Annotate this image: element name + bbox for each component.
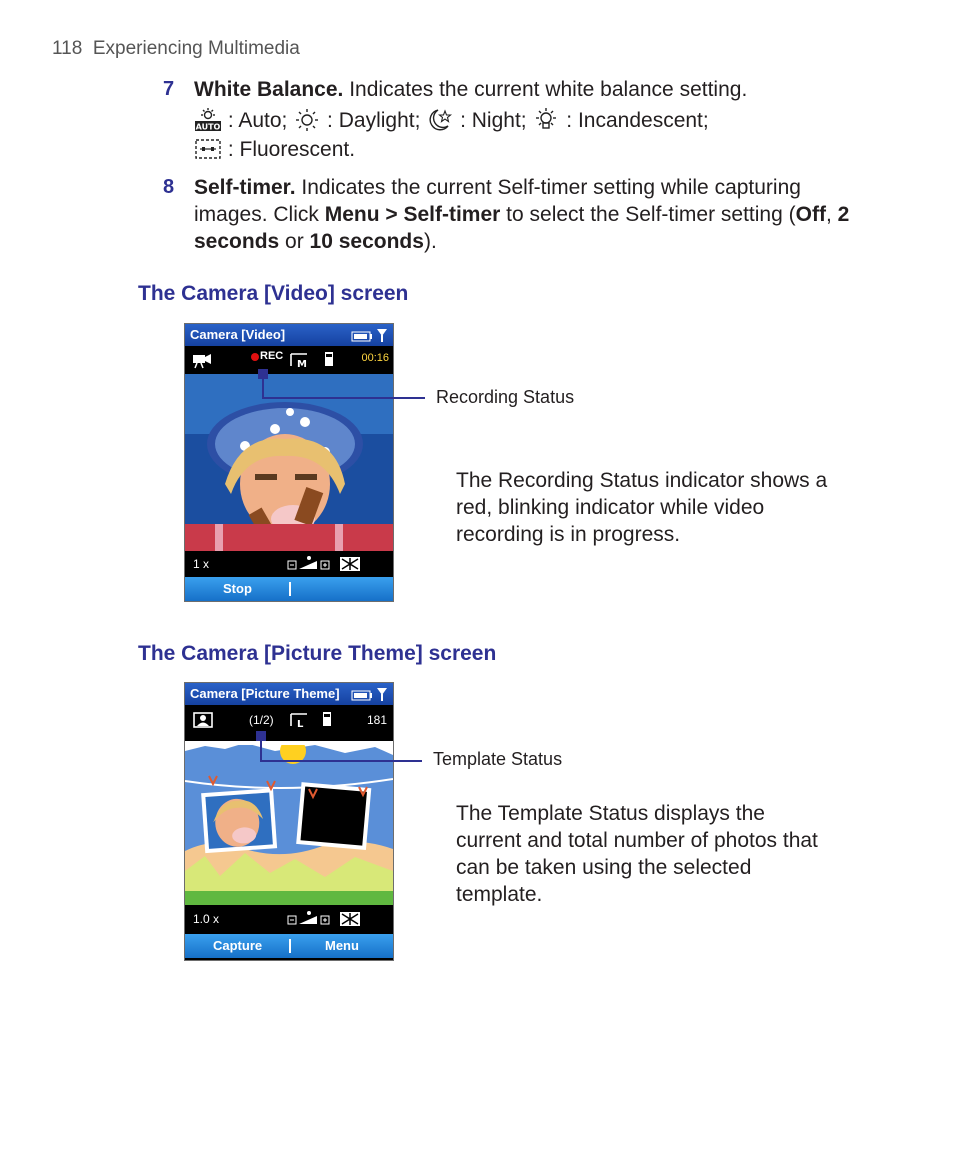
wb-auto-icon	[194, 108, 222, 132]
wb-incandescent-icon	[532, 108, 560, 132]
theme-softkey-bar	[185, 934, 393, 958]
item-title: White Balance.	[194, 78, 344, 101]
separator: ,	[825, 203, 838, 226]
recording-status-callout: Recording Status	[436, 387, 575, 407]
video-softkey-bar	[185, 577, 393, 601]
svg-text:M: M	[297, 359, 307, 369]
item-number-8: 8	[163, 176, 175, 198]
recording-timer: 00:16	[361, 352, 389, 364]
rec-label: REC	[260, 350, 284, 362]
callout-line	[262, 397, 425, 399]
item-text: Indicates the current white balance setting.	[343, 78, 748, 101]
wb-incandescent-label: : Incandescent;	[560, 109, 709, 132]
wb-auto-label: : Auto;	[222, 109, 294, 132]
section-heading-video: The Camera [Video] screen	[138, 282, 409, 305]
video-info-row	[185, 551, 393, 577]
item-self-timer	[194, 174, 874, 255]
battery-signal-icon	[351, 327, 389, 343]
option-off: Off	[795, 203, 826, 226]
capture-size-icon	[289, 351, 311, 369]
item-text: to select the Self-timer setting (	[500, 203, 796, 226]
camera-video-screen	[184, 323, 394, 602]
template-status-description: The Template Status displays the current and total number of photos that can be taken using the selected template.	[456, 802, 818, 906]
svg-text:L: L	[297, 719, 304, 729]
callout-line	[260, 740, 262, 761]
wb-fluorescent-small-icon	[339, 911, 361, 927]
item-title: Self-timer.	[194, 176, 296, 199]
battery-signal-icon	[351, 686, 389, 702]
option-2s: 2 seconds	[194, 203, 850, 253]
wb-fluorescent-icon	[194, 137, 222, 161]
item-number-7: 7	[163, 78, 175, 100]
screen-title: Camera [Video]	[190, 327, 286, 342]
camera-picture-theme-screen	[184, 682, 394, 961]
template-status-callout: Template Status	[433, 749, 563, 769]
capture-softkey[interactable]: Capture	[213, 938, 263, 953]
wb-daylight-icon	[293, 108, 321, 132]
option-10s: 10 seconds	[309, 230, 424, 253]
wb-fluorescent-small-icon	[339, 556, 361, 572]
screen-title: Camera [Picture Theme]	[190, 686, 340, 701]
template-status: (1/2)	[249, 713, 274, 727]
page-number: 118	[52, 38, 83, 59]
item-text: Indicates the current Self-timer setting while capturing images. Click	[194, 176, 801, 226]
wb-night-label: : Night;	[454, 109, 533, 132]
separator: or	[279, 230, 310, 253]
picture-theme-mode-icon	[193, 711, 215, 729]
storage-card-icon	[321, 711, 333, 729]
softkey-divider	[289, 939, 291, 953]
section-heading-picture-theme: The Camera [Picture Theme] screen	[138, 642, 497, 665]
capture-size-icon	[289, 711, 311, 729]
screen-title-bar	[185, 683, 393, 705]
theme-status-row	[185, 705, 393, 741]
zoom-level: 1 x	[193, 557, 210, 571]
storage-card-icon	[323, 351, 335, 369]
screen-title-bar	[185, 324, 393, 346]
video-mode-icon	[191, 351, 213, 369]
theme-preview-image	[185, 741, 393, 905]
brightness-icon	[287, 910, 333, 928]
callout-line	[262, 378, 264, 398]
menu-path: Menu > Self-timer	[324, 203, 501, 226]
recording-indicator-icon	[251, 353, 259, 361]
video-status-row	[185, 346, 393, 374]
brightness-icon	[287, 555, 333, 573]
callout-line	[260, 760, 422, 762]
recording-status-description: The Recording Status indicator shows a red, blinking indicator while video recording is in progress.	[456, 469, 828, 546]
theme-info-row	[185, 905, 393, 934]
svg-text:AUTO: AUTO	[195, 122, 221, 132]
chapter-title: Experiencing Multimedia	[92, 38, 300, 59]
zoom-level: 1.0 x	[193, 912, 220, 926]
video-preview-image	[185, 374, 393, 551]
page-header	[52, 38, 300, 60]
wb-daylight-label: : Daylight;	[321, 109, 427, 132]
separator: ).	[423, 230, 437, 253]
wb-night-icon	[426, 108, 454, 132]
item-white-balance	[194, 76, 894, 163]
softkey-divider	[289, 582, 291, 596]
menu-softkey[interactable]: Menu	[325, 938, 359, 953]
remaining-shots: 181	[366, 713, 387, 727]
stop-softkey[interactable]: Stop	[223, 581, 252, 596]
wb-fluorescent-label: : Fluorescent.	[222, 138, 356, 161]
